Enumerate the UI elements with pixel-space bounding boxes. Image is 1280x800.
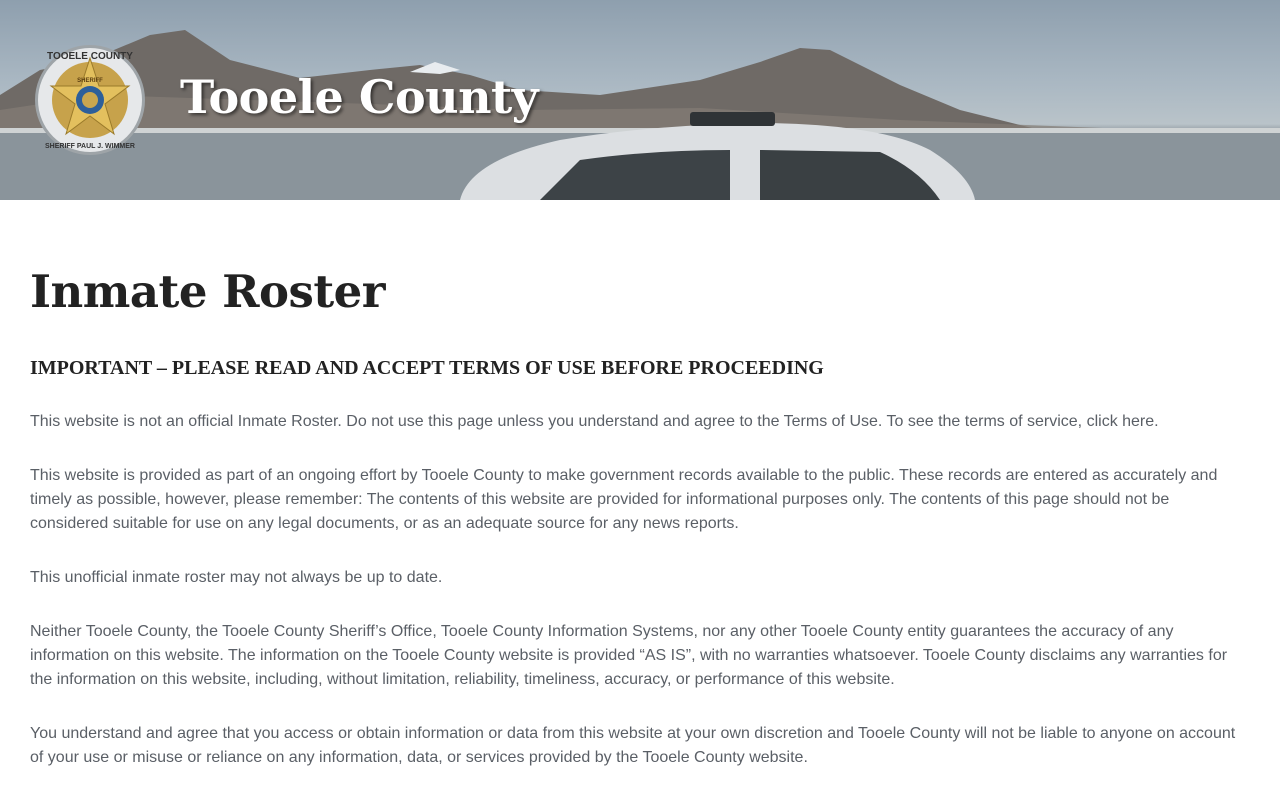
- terms-of-service-link[interactable]: click here: [1086, 413, 1155, 430]
- disclaimer-paragraph-1: [30, 410, 1250, 434]
- p1-text: This website is not an official Inmate Roster. Do not use this page unless you understand and agree to the Terms of Use. To see the terms of service,: [30, 413, 1087, 430]
- svg-text:TOOELE COUNTY: TOOELE COUNTY: [47, 51, 133, 62]
- main-content: [0, 266, 1280, 770]
- terms-notice-heading: IMPORTANT – PLEASE READ AND ACCEPT TERMS OF USE BEFORE PROCEEDING: [30, 357, 824, 379]
- p1-end: .: [1154, 413, 1159, 430]
- svg-text:SHERIFF: SHERIFF: [77, 78, 103, 84]
- disclaimer-paragraph-2: This website is provided as part of an ongoing effort by Tooele County to make government records available to the public. These records are entered as accurately and timely as possible, however, please remember: The contents of this website are provided for informational purposes only. The contents of this page should not be considered suitable for use on any legal documents, or as an adequate source for any news reports.: [30, 467, 1218, 532]
- disclaimer-paragraph-5: You understand and agree that you access or obtain information or data from this website at your own discretion and Tooele County will not be liable to anyone on account of your use or misuse or reliance on any information, data, or services provided by the Tooele County website.: [30, 725, 1236, 766]
- sheriff-seal-logo: [34, 44, 146, 156]
- disclaimer-paragraph-3: This unofficial inmate roster may not always be up to date.: [30, 569, 443, 586]
- site-title[interactable]: Tooele County: [180, 70, 538, 124]
- disclaimer-paragraph-4: Neither Tooele County, the Tooele County Sheriff’s Office, Tooele County Information Systems, nor any other Tooele County entity guarantees the accuracy of any information on this website. The information on the Tooele County website is provided “AS IS”, with no warranties whatsoever. Tooele County disclaims any warranties for the information on this website, including, without limitation, reliability, timeliness, accuracy, or performance of this website.: [30, 623, 1228, 688]
- svg-text:SHERIFF PAUL J. WIMMER: SHERIFF PAUL J. WIMMER: [45, 143, 135, 150]
- page-title: Inmate Roster: [30, 265, 385, 318]
- header-banner: [0, 0, 1280, 200]
